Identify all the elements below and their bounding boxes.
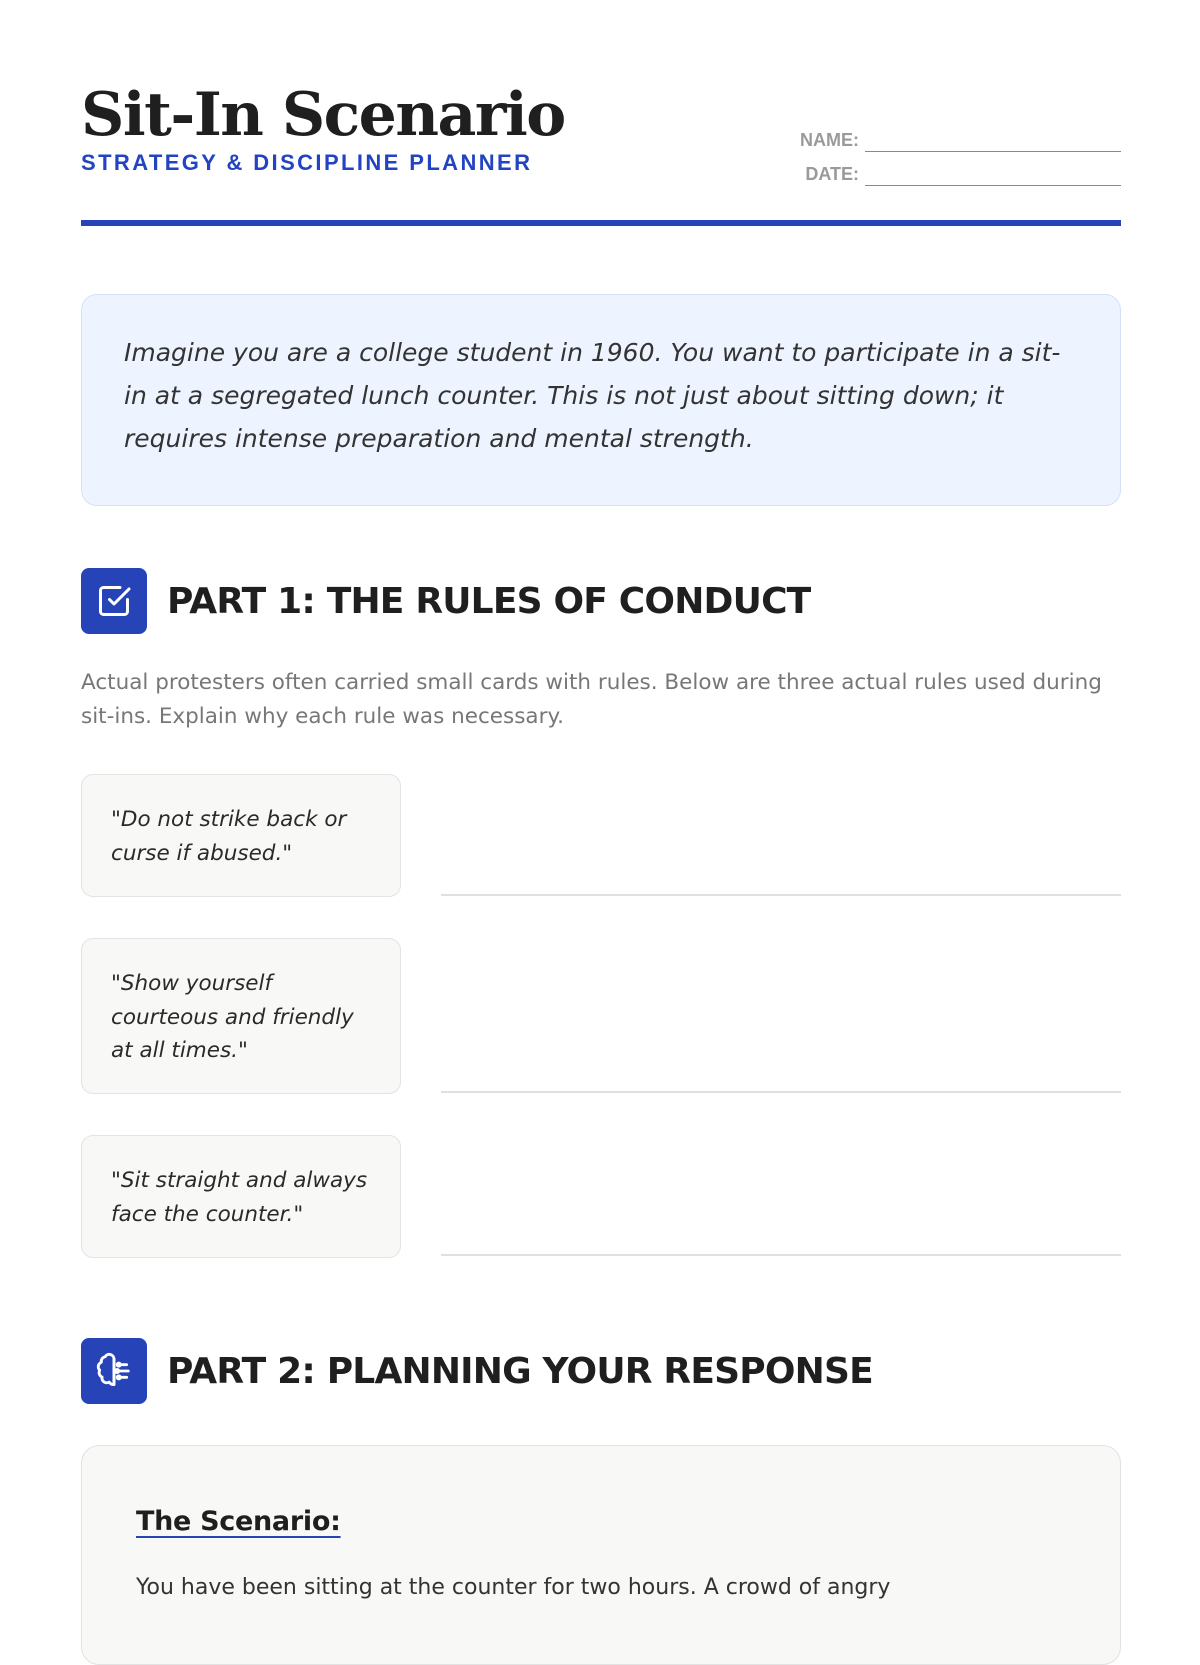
rule-card: "Show yourself courteous and friendly at all times." <box>81 938 401 1094</box>
date-row <box>761 152 1121 186</box>
worksheet-page <box>81 0 1121 1600</box>
part1-title: PART 1: THE RULES OF CONDUCT <box>167 580 811 622</box>
date-label: DATE: <box>805 164 859 184</box>
student-info <box>761 118 1121 186</box>
intro-box <box>81 294 1121 506</box>
scenario-box <box>81 1445 1121 1665</box>
answer-line[interactable] <box>441 1254 1121 1256</box>
date-field[interactable] <box>865 163 1121 186</box>
name-row <box>761 118 1121 152</box>
page-subtitle: STRATEGY & DISCIPLINE PLANNER <box>81 150 533 175</box>
name-field[interactable] <box>865 129 1121 152</box>
intro-text: Imagine you are a college student in 1960. You want to participate in a sit-in at a segregated lunch counter. This is not just about sitting down; it requires intense preparation and mental strength. <box>124 338 1061 453</box>
header-divider <box>81 220 1121 226</box>
scenario-heading: The Scenario: <box>136 1506 341 1537</box>
part2-title: PART 2: PLANNING YOUR RESPONSE <box>167 1350 873 1392</box>
answer-line[interactable] <box>441 1091 1121 1093</box>
part1-description: Actual protesters often carried small cards with rules. Below are three actual rules used during sit-ins. Explain why each rule was necessary. <box>81 670 1102 729</box>
checkbox-icon <box>81 568 147 634</box>
scenario-text: You have been sitting at the counter for two hours. A crowd of angry <box>136 1575 891 1600</box>
page-title: Sit-In Scenario <box>81 80 565 150</box>
part2-heading <box>81 1338 873 1404</box>
brain-icon <box>81 1338 147 1404</box>
worksheet-header <box>81 0 1121 228</box>
part1-heading <box>81 568 810 634</box>
rule-card: "Do not strike back or curse if abused." <box>81 774 401 897</box>
answer-line[interactable] <box>441 894 1121 896</box>
rule-card: "Sit straight and always face the counter." <box>81 1135 401 1258</box>
name-label: NAME: <box>800 130 859 150</box>
